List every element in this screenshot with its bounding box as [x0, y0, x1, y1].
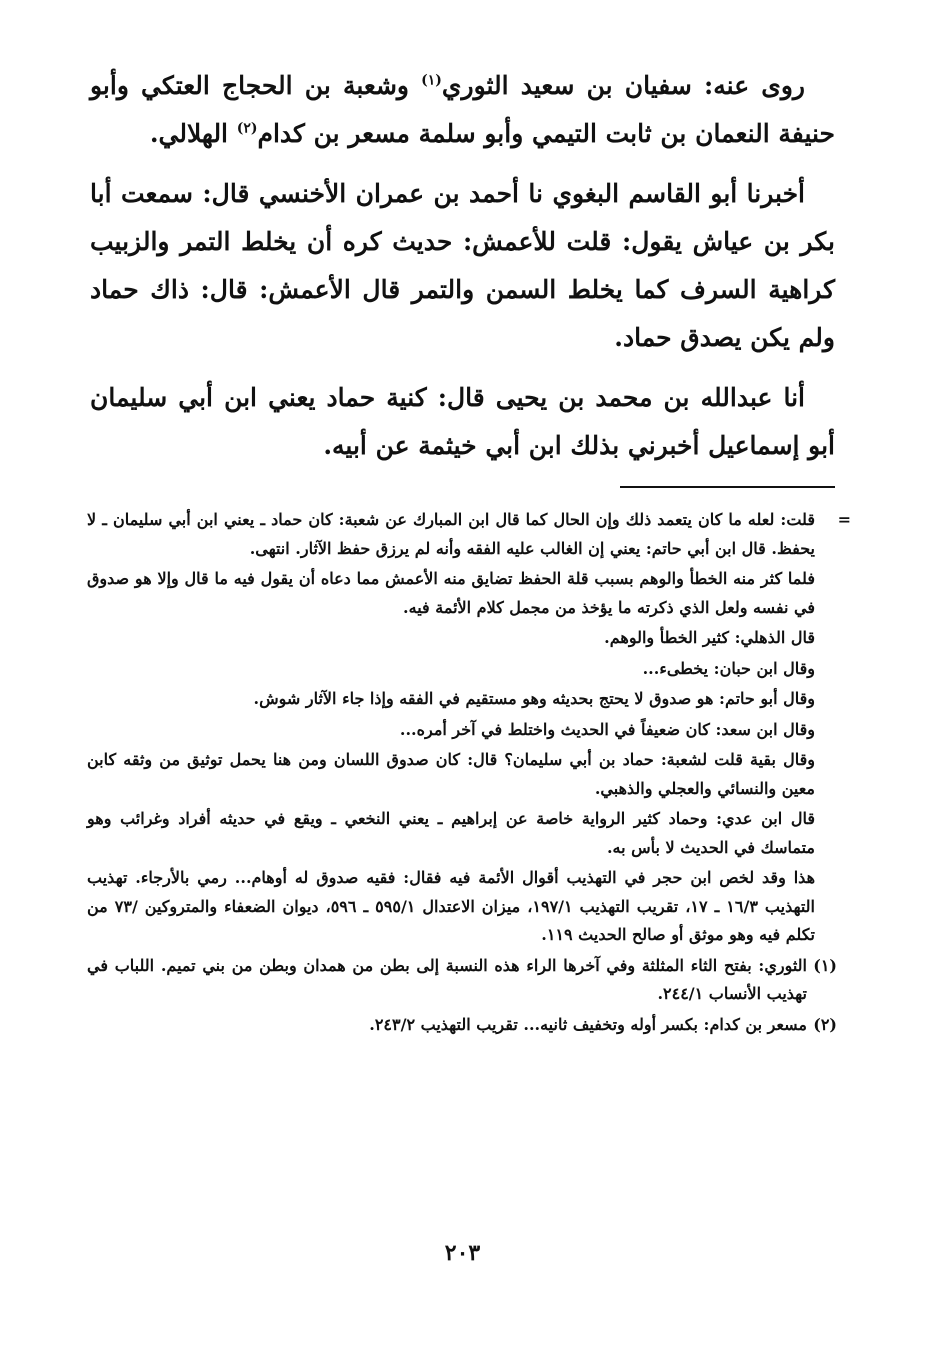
footnote-ref-1[interactable]: (١) [421, 72, 442, 89]
footnote-note-7: وقال بقية قلت لشعبة: حماد بن أبي سليمان؟ قال: كان صدوق اللسان ومن هنا يحمل توثيق من وثقه كابن معين والنسائي والعجلي والذهبي. [87, 750, 816, 798]
footnote-1 [87, 952, 837, 1009]
footnote-2-number: (٢) [813, 1014, 837, 1034]
main-text [90, 62, 835, 482]
paragraph-narrators-part-1: روى عنه: سفيان بن سعيد الثوري [441, 71, 805, 100]
footnote-note-6: وقال ابن سعد: كان ضعيفاً في الحديث واختلط في آخر أمره... [399, 719, 815, 739]
footnote-note-1: قلت: لعله ما كان يتعمد ذلك وإن الحال كما قال ابن المبارك عن شعبة: كان حماد ـ يعني ابن أبي سليمان ـ لا يحفظ. قال ابن أبي حاتم: يعني إن الغالب عليه الفقه وأنه لم يرزق حفظ الآثار. انتهى. [87, 510, 815, 558]
footnote-note-8: قال ابن عدي: وحماد كثير الرواية خاصة عن إبراهيم ـ يعني النخعي ـ ويقع في حديثه أفراد وغرائب وهو متماسك في الحديث لا بأس به. [87, 809, 815, 857]
footnote-note-2: فلما كثر منه الخطأ والوهم بسبب قلة الحفظ تضايق منه الأعمش مما دعاه أن يقول فيه ما قال وإلا هو صدوق في نفسه ولعل الذي ذكرته ما يؤخذ من مجمل كلام الأئمة فيه. [87, 569, 815, 617]
footnotes [87, 506, 851, 1041]
paragraph-baghawi-report: أخبرنا أبو القاسم البغوي نا أحمد بن عمران الأخنسي قال: سمعت أبا بكر بن عياش يقول: قلت للأعمش: حديث كره أن يخلط التمر والزبيب كراهية السرف كما يخلط السمن والتمر قال الأعمش: قال: ذاك حماد ولم يكن يصدق حماد. [90, 179, 835, 352]
paragraph-narrators-part-3: الهلالي. [149, 119, 237, 148]
footnote-continuation [87, 506, 851, 563]
paragraph-kunya: أنا عبدالله بن محمد بن يحيى قال: كنية حماد يعني ابن أبي سليمان أبو إسماعيل أخبرني بذلك ابن أبي خيثمة عن أبيه. [90, 383, 835, 460]
footnote-2 [87, 1011, 837, 1040]
footnote-separator [620, 486, 835, 488]
footnote-ref-2[interactable]: (٢) [236, 120, 258, 137]
page-number: ٢٠٣ [444, 1240, 481, 1266]
paragraph-narrators [90, 62, 835, 158]
footnote-note-5: وقال أبو حاتم: هو صدوق لا يحتج بحديثه وهو مستقيم في الفقه وإذا جاء الآثار شوش. [253, 689, 815, 708]
footnote-note-3: قال الذهلي: كثير الخطأ والوهم. [604, 628, 815, 647]
paragraph-narrators-part-2: وشعبة بن الحجاج العتكي وأبو حنيفة النعمان بن ثابت التيمي وأبو سلمة مسعر بن كدام [90, 71, 835, 148]
footnote-2-text: مسعر بن كدام: بكسر أوله وتخفيف ثانيه... تقريب التهذيب ٢٤٣/٢. [369, 1014, 807, 1034]
footnote-1-number: (١) [813, 955, 837, 975]
continuation-marker: = [837, 510, 851, 529]
footnote-1-text: الثوري: بفتح الثاء المثلثة وفي آخرها الراء هذه النسبة إلى بطن من همدان وبطن من بني تميم. اللباب في تهذيب الأنساب ٢٤٤/١. [87, 955, 807, 1003]
footnote-note-9: هذا وقد لخص ابن حجر في التهذيب أقوال الأئمة فيه فقال: فقيه صدوق له أوهام... رمي بالأرجاء. تهذيب التهذيب ١٦/٣ ـ ١٧، تقريب التهذيب ١٩٧/١، ميزان الاعتدال ٥٩٥/١ ـ ٥٩٦، ديوان الضعفاء والمتروكين /٧٣ من تكلم فيه وهو موثق أو صالح الحديث ١١٩. [87, 868, 815, 944]
footnote-note-4: وقال ابن حبان: يخطىء... [642, 658, 815, 678]
